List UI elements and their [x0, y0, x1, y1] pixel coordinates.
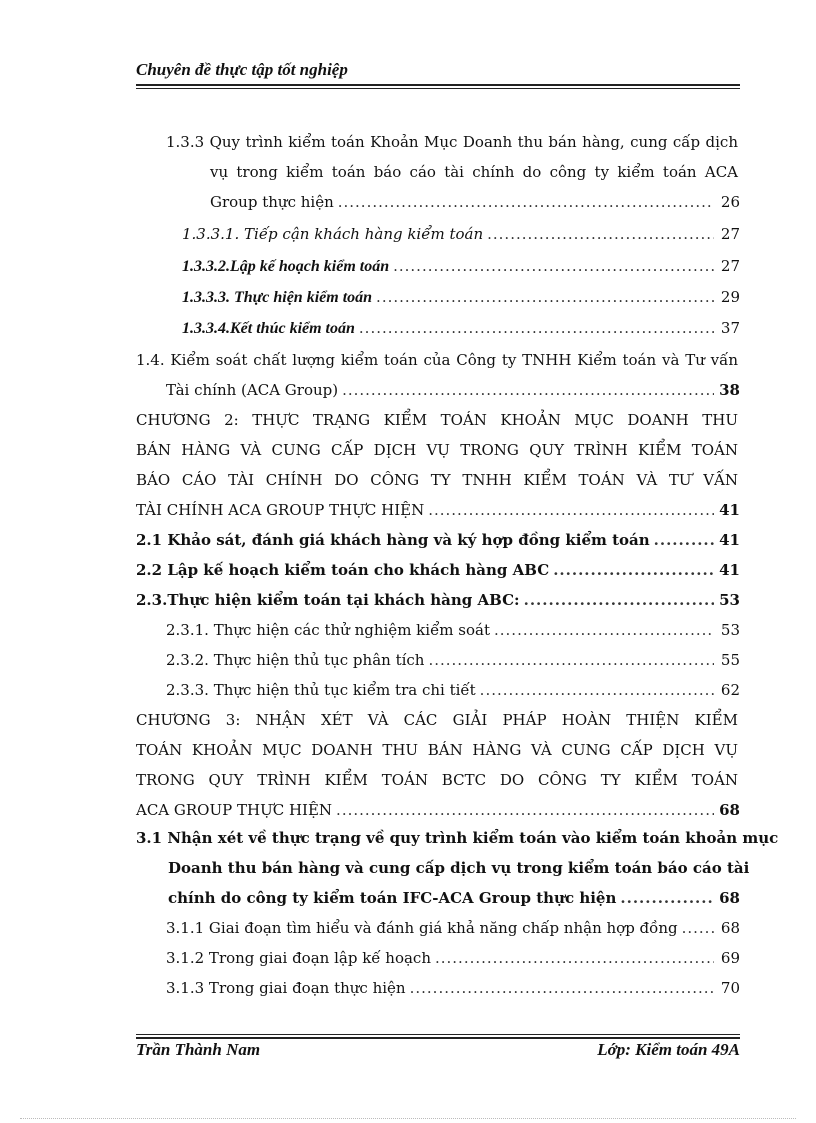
leader-dots: [654, 530, 714, 550]
toc-entry-text: vụ trong kiểm toán báo cáo tài chính do công ty kiểm toán ACA: [210, 163, 738, 181]
toc-entry-text: TÀI CHÍNH ACA GROUP THỰC HIỆN: [136, 501, 425, 519]
toc-page-number: 41: [719, 501, 740, 519]
leader-dots: [410, 978, 714, 998]
page-header-title: Chuyên đề thực tập tốt nghiệp: [136, 60, 348, 79]
leader-dots: [359, 318, 714, 338]
toc-page-number: 38: [719, 381, 740, 399]
toc-page-number: 68: [720, 919, 740, 937]
toc-entry-text: Doanh thu bán hàng và cung cấp dịch vụ trong kiểm toán báo cáo tài: [168, 859, 750, 877]
toc-entry-text: Group thực hiện: [210, 193, 334, 211]
footer-class: Lớp: Kiểm toán 49A: [597, 1040, 740, 1059]
leader-dots: [487, 224, 714, 244]
toc-page-number: 37: [720, 319, 740, 337]
toc-entry-text: CHƯƠNG 2: THỰC TRẠNG KIỂM TOÁN KHOẢN MỤC DOANH THU: [136, 411, 738, 429]
toc-entry-text: 1.4. Kiểm soát chất lượng kiểm toán của Công ty TNHH Kiểm toán và Tư vấn: [136, 351, 738, 369]
leader-dots: [428, 650, 714, 670]
toc-page-number: 29: [720, 288, 740, 306]
leader-dots: [435, 948, 714, 968]
toc-entry-2-3-2[interactable]: [166, 650, 740, 670]
toc-entry-text: chính do công ty kiểm toán IFC-ACA Group thực hiện: [168, 889, 617, 907]
toc-chapter-2[interactable]: [136, 410, 738, 430]
toc-entry-3-1-3[interactable]: [166, 978, 740, 998]
toc-entry-2-1[interactable]: [136, 530, 740, 550]
toc-entry-3-1-end[interactable]: [168, 888, 740, 908]
leader-dots: [682, 918, 714, 938]
toc-chapter-2-cont[interactable]: [136, 470, 738, 490]
toc-entry-text: 3.1.2 Trong giai đoạn lập kế hoạch: [166, 949, 431, 967]
toc-entry-1-3-3[interactable]: [166, 132, 738, 152]
toc-page-number: 62: [720, 681, 740, 699]
toc-page-number: 41: [719, 561, 740, 579]
toc-entry-text: TOÁN KHOẢN MỤC DOANH THU BÁN HÀNG VÀ CUNG CẤP DỊCH VỤ: [136, 741, 738, 759]
toc-chapter-3-cont[interactable]: [136, 740, 738, 760]
toc-entry-text: CHƯƠNG 3: NHẬN XÉT VÀ CÁC GIẢI PHÁP HOÀN THIỆN KIỂM: [136, 711, 738, 729]
toc-entry-2-3-3[interactable]: [166, 680, 740, 700]
leader-dots: [494, 620, 714, 640]
toc-entry-text: 1.3.3 Quy trình kiểm toán Khoản Mục Doanh thu bán hàng, cung cấp dịch: [166, 133, 738, 151]
leader-dots: [620, 888, 714, 908]
toc-chapter-3[interactable]: [136, 710, 738, 730]
footer-author: Trần Thành Nam: [136, 1040, 261, 1059]
toc-entry-1-3-3-cont[interactable]: [210, 162, 738, 182]
toc-page-number: 53: [719, 591, 740, 609]
toc-page-number: 53: [720, 621, 740, 639]
leader-dots: [480, 680, 714, 700]
leader-dots: [376, 287, 714, 307]
toc-entry-1-3-3-2[interactable]: [182, 256, 740, 277]
toc-page-number: 68: [719, 801, 740, 819]
toc-chapter-2-end[interactable]: [136, 500, 740, 520]
toc-entry-text: ACA GROUP THỰC HIỆN: [136, 801, 333, 819]
toc-entry-1-3-3-end[interactable]: [210, 192, 740, 212]
toc-entry-text: 2.2 Lập kế hoạch kiểm toán cho khách hàng ABC: [136, 561, 550, 579]
toc-entry-text: BÁN HÀNG VÀ CUNG CẤP DỊCH VỤ TRONG QUY TRÌNH KIỂM TOÁN: [136, 441, 738, 459]
toc-entry-3-1[interactable]: [136, 828, 779, 848]
toc-entry-text: 2.1 Khảo sát, đánh giá khách hàng và ký hợp đồng kiểm toán: [136, 531, 650, 549]
toc-entry-2-3-1[interactable]: [166, 620, 740, 640]
toc-entry-text: 3.1 Nhận xét về thực trạng về quy trình kiểm toán vào kiểm toán khoản mục: [136, 829, 779, 847]
leader-dots: [338, 192, 714, 212]
toc-page-number: 27: [720, 225, 740, 243]
toc-entry-text: Tài chính (ACA Group): [166, 381, 339, 399]
toc-chapter-3-end[interactable]: [136, 800, 740, 820]
toc-entry-3-1-cont[interactable]: [168, 858, 750, 878]
toc-page-number: 68: [719, 889, 740, 907]
toc-entry-text: 2.3.1. Thực hiện các thử nghiệm kiểm soát: [166, 621, 490, 639]
leader-dots: [393, 256, 714, 276]
toc-entry-text: 1.3.3.3. Thực hiện kiểm toán: [182, 289, 373, 306]
toc-entry-text: 2.3.Thực hiện kiểm toán tại khách hàng ABC:: [136, 591, 520, 609]
toc-entry-text: TRONG QUY TRÌNH KIỂM TOÁN BCTC DO CÔNG TY KIỂM TOÁN: [136, 771, 738, 789]
toc-entry-3-1-1[interactable]: [166, 918, 740, 938]
toc-entry-text: 2.3.2. Thực hiện thủ tục phân tích: [166, 651, 425, 669]
toc-entry-3-1-2[interactable]: [166, 948, 740, 968]
leader-dots: [342, 380, 714, 400]
toc-entry-text: 3.1.1 Giai đoạn tìm hiểu và đánh giá khả năng chấp nhận hợp đồng: [166, 919, 678, 937]
toc-entry-text: 1.3.3.4.Kết thúc kiểm toán: [182, 320, 355, 337]
toc-entry-1-3-3-4[interactable]: [182, 318, 740, 339]
leader-dots: [336, 800, 714, 820]
toc-entry-text: 1.3.3.2.Lập kế hoạch kiểm toán: [182, 258, 390, 275]
toc-entry-text: 3.1.3 Trong giai đoạn thực hiện: [166, 979, 406, 997]
toc-entry-1-4[interactable]: [136, 350, 738, 370]
toc-chapter-3-cont[interactable]: [136, 770, 738, 790]
leader-dots: [553, 560, 714, 580]
toc-page-number: 69: [720, 949, 740, 967]
page-bottom-border: [20, 1118, 796, 1119]
toc-page-number: 26: [720, 193, 740, 211]
toc-page-number: 41: [719, 531, 740, 549]
toc-chapter-2-cont[interactable]: [136, 440, 738, 460]
toc-entry-text: 2.3.3. Thực hiện thủ tục kiểm tra chi tiết: [166, 681, 476, 699]
toc-entry-text: 1.3.3.1. Tiếp cận khách hàng kiểm toán: [182, 225, 484, 243]
footer-rule: [136, 1034, 740, 1039]
header-rule: [136, 84, 740, 89]
toc-entry-1-3-3-1[interactable]: [182, 224, 740, 244]
toc-entry-2-2[interactable]: [136, 560, 740, 580]
toc-entry-2-3[interactable]: [136, 590, 740, 610]
leader-dots: [428, 500, 714, 520]
toc-entry-text: BÁO CÁO TÀI CHÍNH DO CÔNG TY TNHH KIỂM TOÁN VÀ TƯ VẤN: [136, 471, 738, 489]
toc-page-number: 27: [720, 257, 740, 275]
toc-page-number: 55: [720, 651, 740, 669]
leader-dots: [524, 590, 714, 610]
toc-entry-1-4-end[interactable]: [166, 380, 740, 400]
toc-page-number: 70: [720, 979, 740, 997]
toc-entry-1-3-3-3[interactable]: [182, 287, 740, 308]
